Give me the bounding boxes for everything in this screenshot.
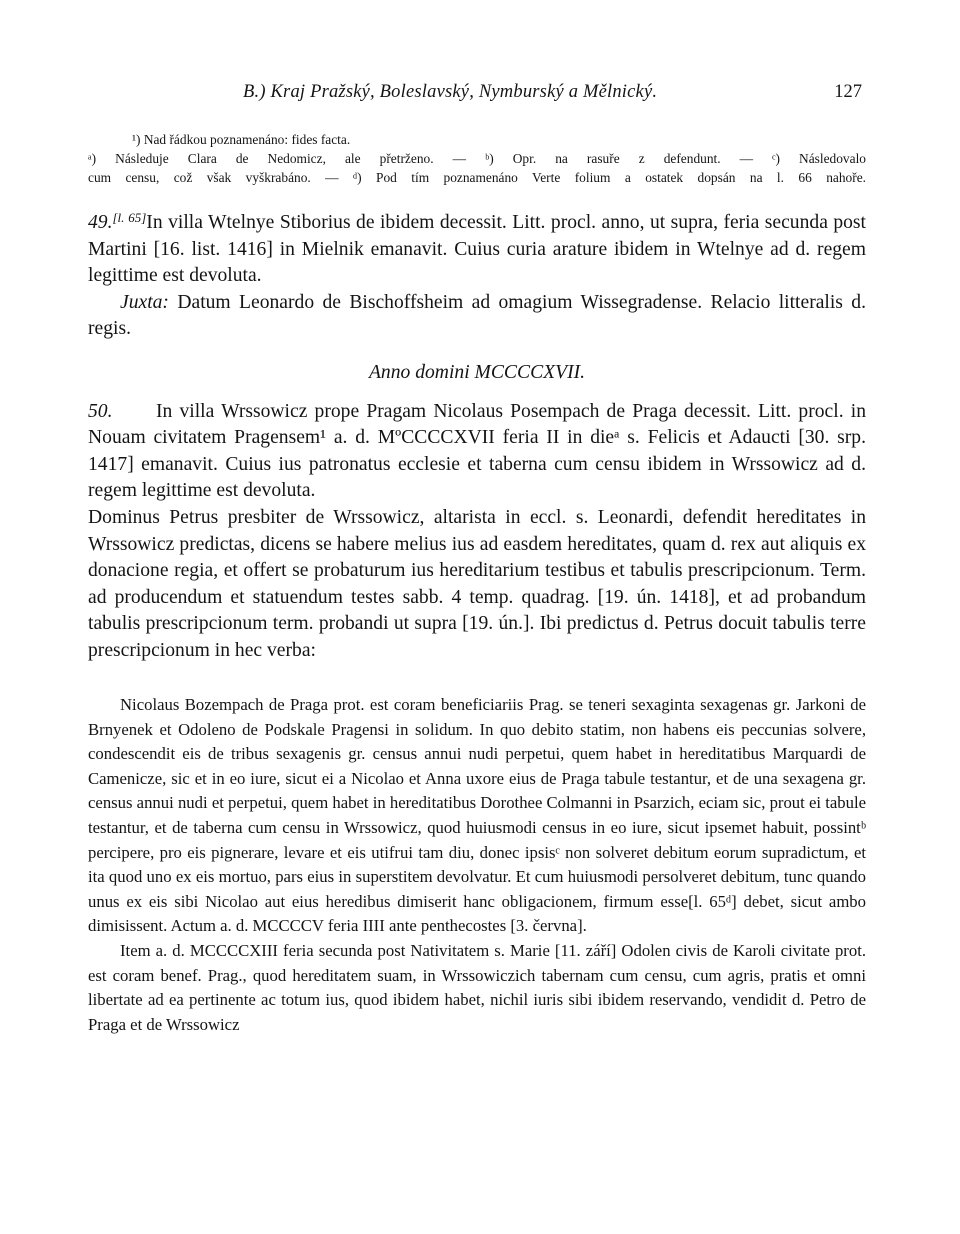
footnotes-block [88, 130, 866, 187]
entry-text: In villa Wtelnye Stiborius de ibidem decessit. Litt. procl. anno, ut supra, feria secunda post Martini [16. list. 1416] in Mielnik emanavit. Cuius curia arature ibidem in Wtelnye ad d. regem legittime est devoluta. [88, 212, 867, 287]
entry-50-defence: Dominus Petrus presbiter de Wrssowicz, altarista in eccl. s. Leonardi, defendit hereditates in Wrssowicz predictas, dicens se habere melius ius ad easdem hereditates, quam d. rex aut aliquis ex donacione regia, et offert se probaturum ius hereditarium testibus et tabulis prescripcionum. Term. ad producendum et statuendum testes sabb. 4 temp. quadrag. [19. ún. 1418], et ad probandum tabulis prescripcionum term. probandi ut supra [19. ún.]. Ibi predictus d. Petrus docuit tabulis terre prescripcionum in hec verba: [88, 506, 866, 661]
juxta-paragraph [88, 290, 866, 343]
year-heading: Anno domini MCCCCXVII. [368, 361, 586, 383]
note-line: ᵃ) Následuje Clara de Nedomicz, ale přetrženo. — ᵇ) Opr. na rasuře z defendunt. — ᶜ) Následovalo [88, 151, 866, 166]
entry-text: In villa Wrssowicz prope Pragam Nicolaus Posempach de Praga decessit. Litt. procl. in Nouam civitatem Pragensem¹ a. d. MºCCCCXVII feria II in dieᵃ s. Felicis et Adaucti [30. srp. 1417] emanavit. Cuius ius patronatus ecclesie et taberna cum censu ibidem in Wrssowicz ad d. regem legittime est devoluta. [88, 400, 866, 502]
page-number: 127 [834, 82, 862, 102]
note-line: ¹) Nad řádkou poznamenáno: fides facta. [132, 132, 351, 147]
running-title: B.) Kraj Pražský, Boleslavský, Nymburský a Mělnický. [243, 82, 658, 102]
entry-number: 49. [88, 212, 113, 233]
folio-ref: [l. 65] [112, 210, 147, 225]
juxta-label: Juxta: [120, 291, 169, 313]
main-text [88, 205, 866, 665]
quoted-register [88, 693, 866, 1037]
quote-paragraph: Nicolaus Bozempach de Praga prot. est coram beneficiariis Prag. se teneri sexaginta sexagenas gr. Jarkoni de Brnyenek et Odoleno de Podskale Pragensi in solidum. In quo debito statim, non habens eis peccunias solvere, condescendit eis de tribus sexagenis gr. census annui nudi perpetui, quem habet in hereditatibus Marquardi de Camenicze, sic et in eo iure, sicut ei a Nicolao et Anna uxore eius de Praga tabule testantur, et de una sexagena gr. census annui nudi et perpetui, quem habet in hereditatibus Dorothee Colmanni in Psarzich, eciam sic, prout ei tabule testantur, et de taberna cum censu in Wrssowicz, quod huiusmodi census in eo iure, sicut ipsemet habuit, possintᵇ percipere, pro eis pignerare, levare et eis utifrui tam diu, donec ipsisᶜ non solveret debitum eorum supradictum, et ita quod uno ex eis mortuo, pars eius in superstitem devolvatur. Et cum huiusmodi persolveret debitum, tunc quando unus ex eis sibi Nicolao aut eius heredibus dimiserit hanc obligacionem, firmum esse[l. 65ᵈ] debet, sicut ambo dimisissent. Actum a. d. MCCCCV feria IIII ante penthecostes [3. června]. [88, 695, 866, 936]
entry-number: 50. [88, 400, 113, 422]
running-header [88, 82, 866, 106]
entry-50 [88, 399, 866, 505]
juxta-text: Datum Leonardo de Bischoffsheim ad omagium Wissegradense. Relacio litteralis d. regis. [88, 291, 866, 340]
note-line: cum censu, což však vyškrabáno. — ᵈ) Pod tím poznamenáno Verte folium a ostatek dopsán na l. 66 nahoře. [88, 170, 866, 185]
quote-paragraph: Item a. d. MCCCCXIII feria secunda post Nativitatem s. Marie [11. září] Odolen civis de Karoli civitate prot. est coram benef. Prag., quod hereditatem suam, in Wrssowiczich tabernam cum censu, cum agris, pratis et omni libertate ad ea pertinente ac totum ius, quod ibidem habet, nichil iuris sibi ibidem reservando, vendidit d. Petro de Praga et de Wrssowicz [88, 940, 866, 1034]
entry-49 [88, 205, 866, 290]
